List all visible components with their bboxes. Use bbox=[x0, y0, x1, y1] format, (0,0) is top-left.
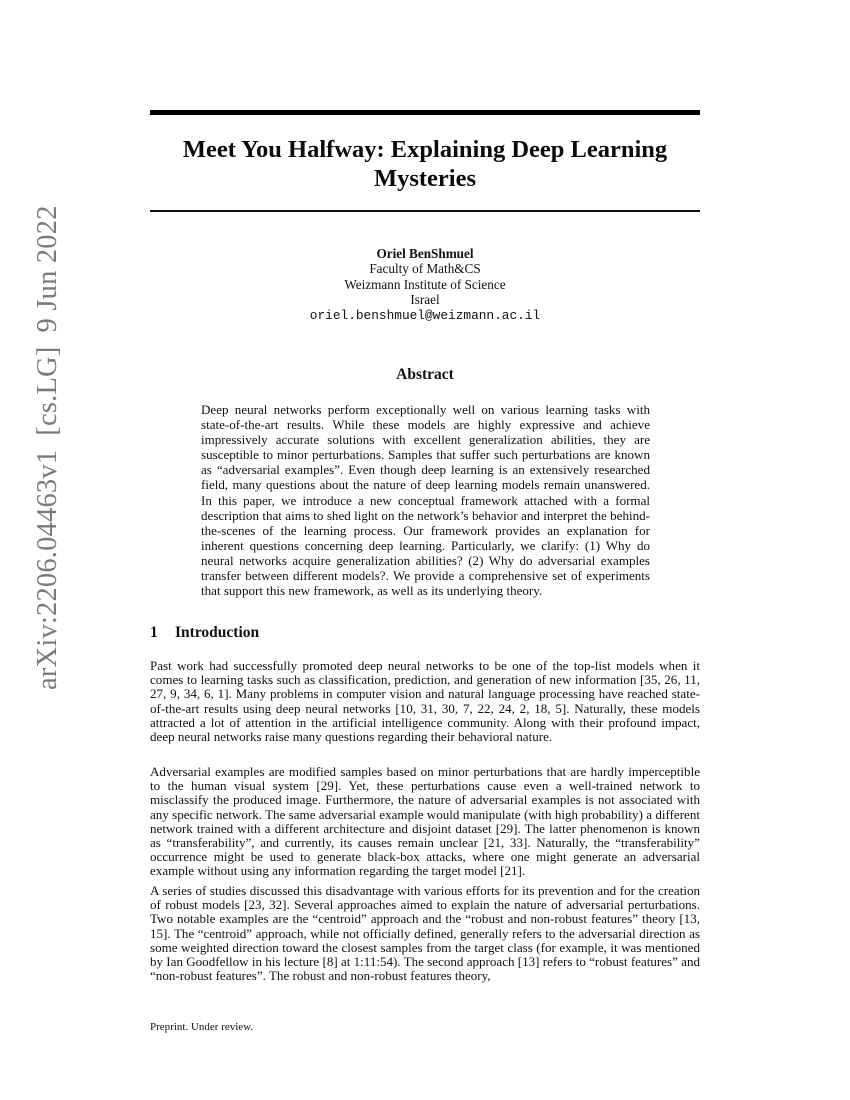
section-title: Introduction bbox=[175, 624, 260, 641]
paper-title: Meet You Halfway: Explaining Deep Learning Mysteries bbox=[182, 136, 668, 192]
author-affiliation-faculty: Faculty of Math&CS bbox=[369, 261, 481, 277]
intro-paragraph-1: Past work had successfully promoted deep neural networks to be one of the top-list models when it comes to learning tasks such as classification, prediction, and generation of new information [35, 26, 11, 27, 9, 34, 6, 1]. Many problems in computer vision and natural language processing have reached state-of-the-art results using deep neural networks [10, 31, 30, 7, 22, 24, 2, 18, 5]. Naturally, these models attracted a lot of attention in the artificial intelligence community. Along with their profound impact, deep neural networks raise many questions regarding their behavioral nature. bbox=[150, 658, 700, 745]
author-email: oriel.benshmuel@weizmann.ac.il bbox=[309, 307, 541, 323]
arxiv-id: arXiv:2206.04463v1 bbox=[32, 449, 63, 690]
title-bottom-rule bbox=[150, 210, 700, 212]
author-name: Oriel BenShmuel bbox=[376, 246, 474, 261]
section-heading-introduction bbox=[150, 624, 700, 642]
section-number: 1 bbox=[150, 624, 158, 641]
abstract-text: Deep neural networks perform exceptionally well on various learning tasks with state-of-the-art results. While these models are highly expressive and achieve impressively accurate solutions with excellent generalization abilities, they are susceptible to minor perturbations. Samples that suffer such perturbations are known as “adversarial examples”. Even though deep learning is an extensively researched field, many questions about the nature of deep learning models remain unanswered. In this paper, we introduce a new conceptual framework attached with a formal description that aims to shed light on the network’s behavior and interpret the behind-the-scenes of the learning process. Our framework provides an explanation for inherent questions concerning deep learning. Particularly, we clarify: (1) Why do neural networks acquire generalization abilities? (2) Why do adversarial examples transfer between different models?. We provide a comprehensive set of experiments that support this new framework, as well as its underlying theory. bbox=[201, 402, 650, 599]
arxiv-category: [cs.LG] bbox=[32, 346, 63, 436]
author-affiliation-institute: Weizmann Institute of Science bbox=[344, 276, 506, 292]
preprint-footer: Preprint. Under review. bbox=[150, 1021, 254, 1033]
title-top-rule bbox=[150, 110, 700, 115]
author-block bbox=[150, 246, 700, 323]
abstract-heading: Abstract bbox=[396, 366, 454, 383]
author-affiliation-country: Israel bbox=[410, 292, 440, 308]
arxiv-identifier-stamp bbox=[28, 205, 68, 690]
intro-paragraph-2: Adversarial examples are modified samples based on minor perturbations that are hardly imperceptible to the human visual system [29]. Yet, these perturbations cause even a well-trained network to misclassify the produced image. Furthermore, the nature of adversarial examples is not associated with any specific network. The same adversarial example would manipulate (with high probability) a different network trained with a different architecture and disjoint dataset [29]. The latter phenomenon is known as “transferability”, and currently, its causes remain unclear [21, 33]. Naturally, the “transferability” occurrence might be used to generate black-box attacks, where one might generate an adversarial example without using any information regarding the target model [21]. bbox=[150, 764, 700, 879]
arxiv-date: 9 Jun 2022 bbox=[32, 205, 63, 333]
intro-paragraph-3: A series of studies discussed this disadvantage with various efforts for its prevention and for the creation of robust models [23, 32]. Several approaches aimed to explain the nature of adversarial perturbations. Two notable examples are the “centroid” approach and the “robust and non-robust features” theory [13, 15]. The “centroid” approach, while not officially defined, generally refers to the adversarial direction as some weighted direction toward the closest samples from the target class (for example, it was mentioned by Ian Goodfellow in his lecture [8] at 1:11:54). The second approach [13] refers to “robust features” and “non-robust features”. The robust and non-robust features theory, bbox=[150, 883, 700, 984]
